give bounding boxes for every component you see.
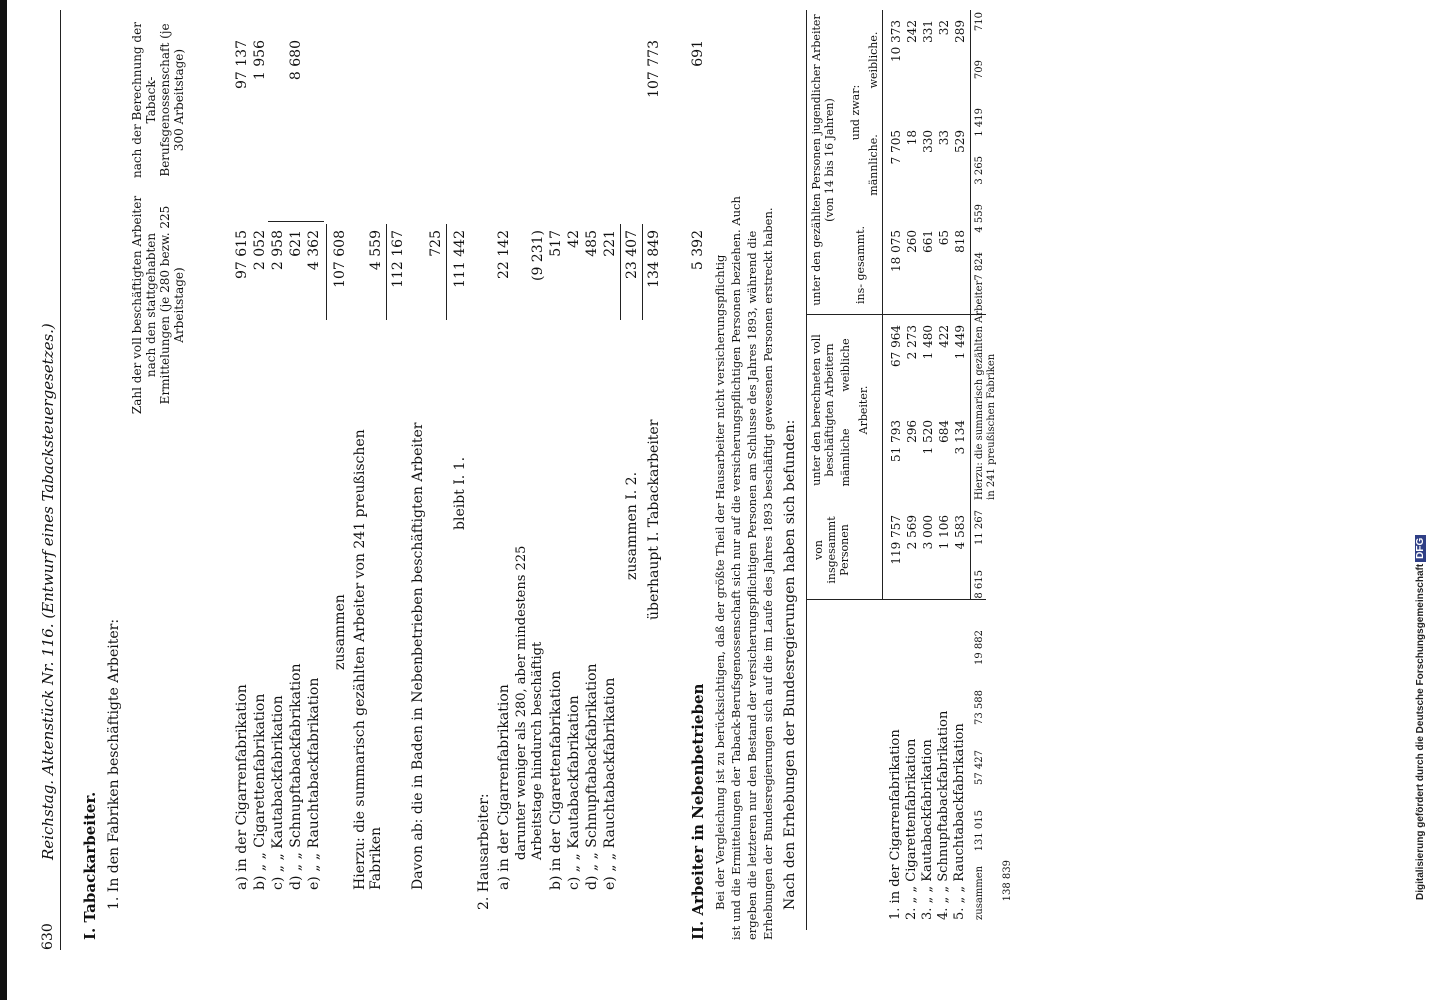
hierzu-value: 4 559 xyxy=(368,230,384,271)
row-value-b-bg: 1 956 xyxy=(252,40,268,81)
table-head-ins: ins- gesammt. xyxy=(854,226,867,304)
table-head-total: von insgesammt Personen xyxy=(812,516,851,584)
row-value-c: 2 958 xyxy=(270,230,286,271)
table-hierzu-w2: 710 xyxy=(974,12,985,32)
table-zus-ins: 19 882 xyxy=(974,630,985,665)
subheading-hausarbeiter: 2. Hausarbeiter: xyxy=(476,793,492,910)
brace-line xyxy=(268,221,324,222)
table-head-group2: unter den gezählten Personen jugendlicher Arbeiter (von 14 bis 16 Jahren) xyxy=(810,14,836,306)
paragraph-line-2: ist und die Ermittelungen der Taback-Berufsgenossenschaft sich nur auf die versicherungspflichtigen Personen beziehen. Auch xyxy=(729,196,743,940)
haus-label-a: a) in der Cigarrenfabrikation xyxy=(496,684,512,890)
ueberhaupt-value-bg: 107 773 xyxy=(646,40,662,98)
table-row5-total: 4 583 xyxy=(953,515,967,550)
table-row1-w: 67 964 xyxy=(889,325,903,367)
zusammen-value: 107 608 xyxy=(332,230,348,288)
haus-value-e: 221 xyxy=(602,230,618,257)
table-head-bottom-rule xyxy=(882,10,883,600)
sum-rule-3 xyxy=(446,224,447,320)
table-row4-m: 684 xyxy=(937,420,951,443)
row-value-a-bg: 97 137 xyxy=(234,40,250,89)
zus2-label: zusammen I. 2. xyxy=(624,471,640,580)
table-hierzu-total: 7 824 xyxy=(974,252,985,281)
davon-value: 725 xyxy=(428,230,444,257)
bleibt-label: bleibt I. 1. xyxy=(452,456,468,530)
table-hierzu-m2: 709 xyxy=(974,60,985,80)
table-zus-m2: 8 615 xyxy=(974,570,985,599)
row-label-d: d) „ „ Schnupftabackfabrikation xyxy=(288,663,304,890)
table-row-label-2: 2. „ „ Cigarettenfabrikation xyxy=(904,738,919,920)
zus2-value: 23 407 xyxy=(624,230,640,279)
table-row2-total: 2 569 xyxy=(905,515,919,550)
sum-rule-2 xyxy=(386,224,387,320)
zusammen-label: zusammen xyxy=(332,594,348,670)
haus-label-c: c) „ „ Kautabackfabrikation xyxy=(566,695,582,890)
header-rule xyxy=(60,10,61,950)
table-row1-total: 119 757 xyxy=(889,515,903,565)
table-row2-m2: 18 xyxy=(905,130,919,146)
table-hierzu-ins: 1 419 xyxy=(974,108,985,137)
intro-line: Nach den Erhebungen der Bundesregierungen haben sich befunden: xyxy=(782,419,798,910)
section-heading-nebenbetriebe: II. Arbeiter in Nebenbetrieben xyxy=(689,683,707,940)
row-value-d-bg: 8 680 xyxy=(288,40,304,81)
sum-rule-5 xyxy=(642,224,643,320)
table-row4-m2: 33 xyxy=(937,130,951,146)
table-zus-w: 73 588 xyxy=(974,690,985,725)
nebenbetriebe-value-bg: 691 xyxy=(690,40,706,67)
sum2-value: 112 167 xyxy=(390,230,406,288)
haus-label-darunter: darunter weniger als 280, aber mindestens 225 Arbeitstage hindurch beschäftigt xyxy=(514,545,545,860)
table-row5-m: 3 134 xyxy=(953,420,967,455)
davon-label: Davon ab: die in Baden in Nebenbetrieben beschäftigten Arbeiter xyxy=(410,422,426,890)
row-value-b: 2 052 xyxy=(252,230,268,271)
dfg-logo: DFG xyxy=(1415,535,1426,562)
bleibt-value: 111 442 xyxy=(452,230,468,288)
table-row4-ins: 65 xyxy=(937,230,951,246)
row-label-b: b) „ „ Cigarettenfabrikation xyxy=(252,693,268,890)
table-row1-m2: 7 705 xyxy=(889,130,903,165)
haus-value-c: 42 xyxy=(566,230,582,248)
table-head-m: männliche xyxy=(839,428,852,487)
table-row3-m2: 330 xyxy=(921,130,935,153)
table-row-label-4: 4. „ „ Schnupftabackfabrikation xyxy=(936,710,951,920)
row-label-e: e) „ „ Rauchtabackfabrikation xyxy=(306,677,322,890)
table-sum-total: 138 839 xyxy=(1002,860,1013,902)
table-hierzu-label: Hierzu: die summarisch gezählten Arbeiter in 241 preußischen Fabriken xyxy=(974,280,997,500)
table-row5-w: 1 449 xyxy=(953,325,967,360)
table-head-arbeiter: Arbeiter. xyxy=(857,385,870,435)
haus-label-d: d) „ „ Schnupftabackfabrikation xyxy=(584,663,600,890)
table-row3-w: 1 480 xyxy=(921,325,935,360)
nebenbetriebe-value: 5 392 xyxy=(690,230,706,271)
table-head-m2: männliche. xyxy=(867,134,880,196)
table-head-w2: weibliche. xyxy=(867,31,880,89)
haus-value-b: 517 xyxy=(548,230,564,257)
table-row-label-1: 1. in der Cigarrenfabrikation xyxy=(888,729,903,920)
row-value-d: 621 xyxy=(288,230,304,257)
table-row5-w2: 289 xyxy=(953,20,967,43)
table-head-undzwar: und zwar: xyxy=(849,84,862,141)
table-row5-ins: 818 xyxy=(953,230,967,253)
table-hierzu-m: 4 559 xyxy=(974,204,985,233)
table-sum-rule xyxy=(970,10,971,600)
table-top-rule xyxy=(806,10,807,930)
ueberhaupt-label: überhaupt I. Tabackarbeiter xyxy=(646,419,662,620)
table-row3-total: 3 000 xyxy=(921,515,935,550)
table-zus-w2: 11 267 xyxy=(974,510,985,545)
page-title: Reichstag. Aktenstück Nr. 116. (Entwurf eines Tabacksteuergesetzes.) xyxy=(39,323,57,860)
page-number: 630 xyxy=(40,923,56,950)
table-head-w: weibliche xyxy=(839,338,852,392)
table-row5-m2: 529 xyxy=(953,130,967,153)
table-row1-m: 51 793 xyxy=(889,420,903,462)
column-head-berufsgenossenschaft: nach der Berechnung der Taback-Berufsgenossenschaft (je 300 Arbeitstage) xyxy=(130,22,186,178)
table-row-label-5: 5. „ „ Rauchtabackfabrikation xyxy=(952,723,967,920)
ueberhaupt-value: 134 849 xyxy=(646,230,662,288)
table-row1-ins: 18 075 xyxy=(889,230,903,272)
table-row4-total: 1 106 xyxy=(937,515,951,550)
table-row2-ins: 260 xyxy=(905,230,919,253)
haus-label-e: e) „ „ Rauchtabackfabrikation xyxy=(602,677,618,890)
row-value-e: 4 362 xyxy=(306,230,322,271)
table-row2-w: 2 273 xyxy=(905,325,919,360)
subheading-fabriken: 1. In den Fabriken beschäftigte Arbeiter: xyxy=(106,618,122,910)
table-row3-m: 1 520 xyxy=(921,420,935,455)
sum-rule-1 xyxy=(326,224,327,320)
footer-text: Digitalisierung gefördert durch die Deutsche Forschungsgemeinschaft xyxy=(1415,563,1426,900)
paragraph-line-1: Bei der Vergleichung ist zu berücksichtigen, daß der größte Theil der Hausarbeiter nicht versicherungspflichtig xyxy=(713,254,727,910)
table-row3-w2: 331 xyxy=(921,20,935,43)
table-row4-w: 422 xyxy=(937,325,951,348)
haus-value-d: 485 xyxy=(584,230,600,257)
table-hierzu-w: 3 265 xyxy=(974,156,985,185)
table-zus-total: 131 015 xyxy=(974,810,985,852)
row-label-c: c) „ „ Kautabackfabrikation xyxy=(270,695,286,890)
row-label-a: a) in der Cigarrenfabrikation xyxy=(234,684,250,890)
table-row4-w2: 32 xyxy=(937,20,951,36)
paragraph-line-4: Erhebungen der Bundesregierungen sich auf die im Laufe des Jahres 1893 beschäftigt gewesenen Personen erstreckt haben. xyxy=(761,207,775,940)
column-head-ermittelungen: Zahl der voll beschäftigten Arbeiter nach den stattgehabten Ermittelungen (je 280 bezw. 225 Arbeitstage) xyxy=(130,195,186,415)
table-col-sep-2 xyxy=(806,314,986,315)
section-heading-tabackarbeiter: I. Tabackarbeiter. xyxy=(81,791,99,940)
table-row-label-3: 3. „ „ Kautabackfabrikation xyxy=(920,739,935,920)
table-row2-m: 296 xyxy=(905,420,919,443)
table-row1-w2: 10 373 xyxy=(889,20,903,62)
table-head-group1: unter den berechneten voll beschäftigten Arbeitern xyxy=(810,334,836,486)
table-row2-w2: 242 xyxy=(905,20,919,43)
haus-value-a: 22 142 xyxy=(496,230,512,279)
haus-value-darunter: (9 231) xyxy=(530,230,546,282)
paragraph-line-3: ergeben die letzteren nur den Bestand der versicherungspflichtigen Personen am Schlusse des Jahres 1893, während die xyxy=(745,230,759,940)
table-zus-label: zusammen xyxy=(974,865,985,920)
hierzu-label: Hierzu: die summarisch gezählten Arbeiter von 241 preußischen Fabriken xyxy=(352,429,384,890)
row-value-a: 97 615 xyxy=(234,230,250,279)
sum-rule-4 xyxy=(620,224,621,320)
table-col-sep-1 xyxy=(806,599,986,600)
haus-label-b: b) in der Cigarettenfabrikation xyxy=(548,670,564,890)
table-zus-m: 57 427 xyxy=(974,750,985,785)
table-row3-ins: 661 xyxy=(921,230,935,253)
